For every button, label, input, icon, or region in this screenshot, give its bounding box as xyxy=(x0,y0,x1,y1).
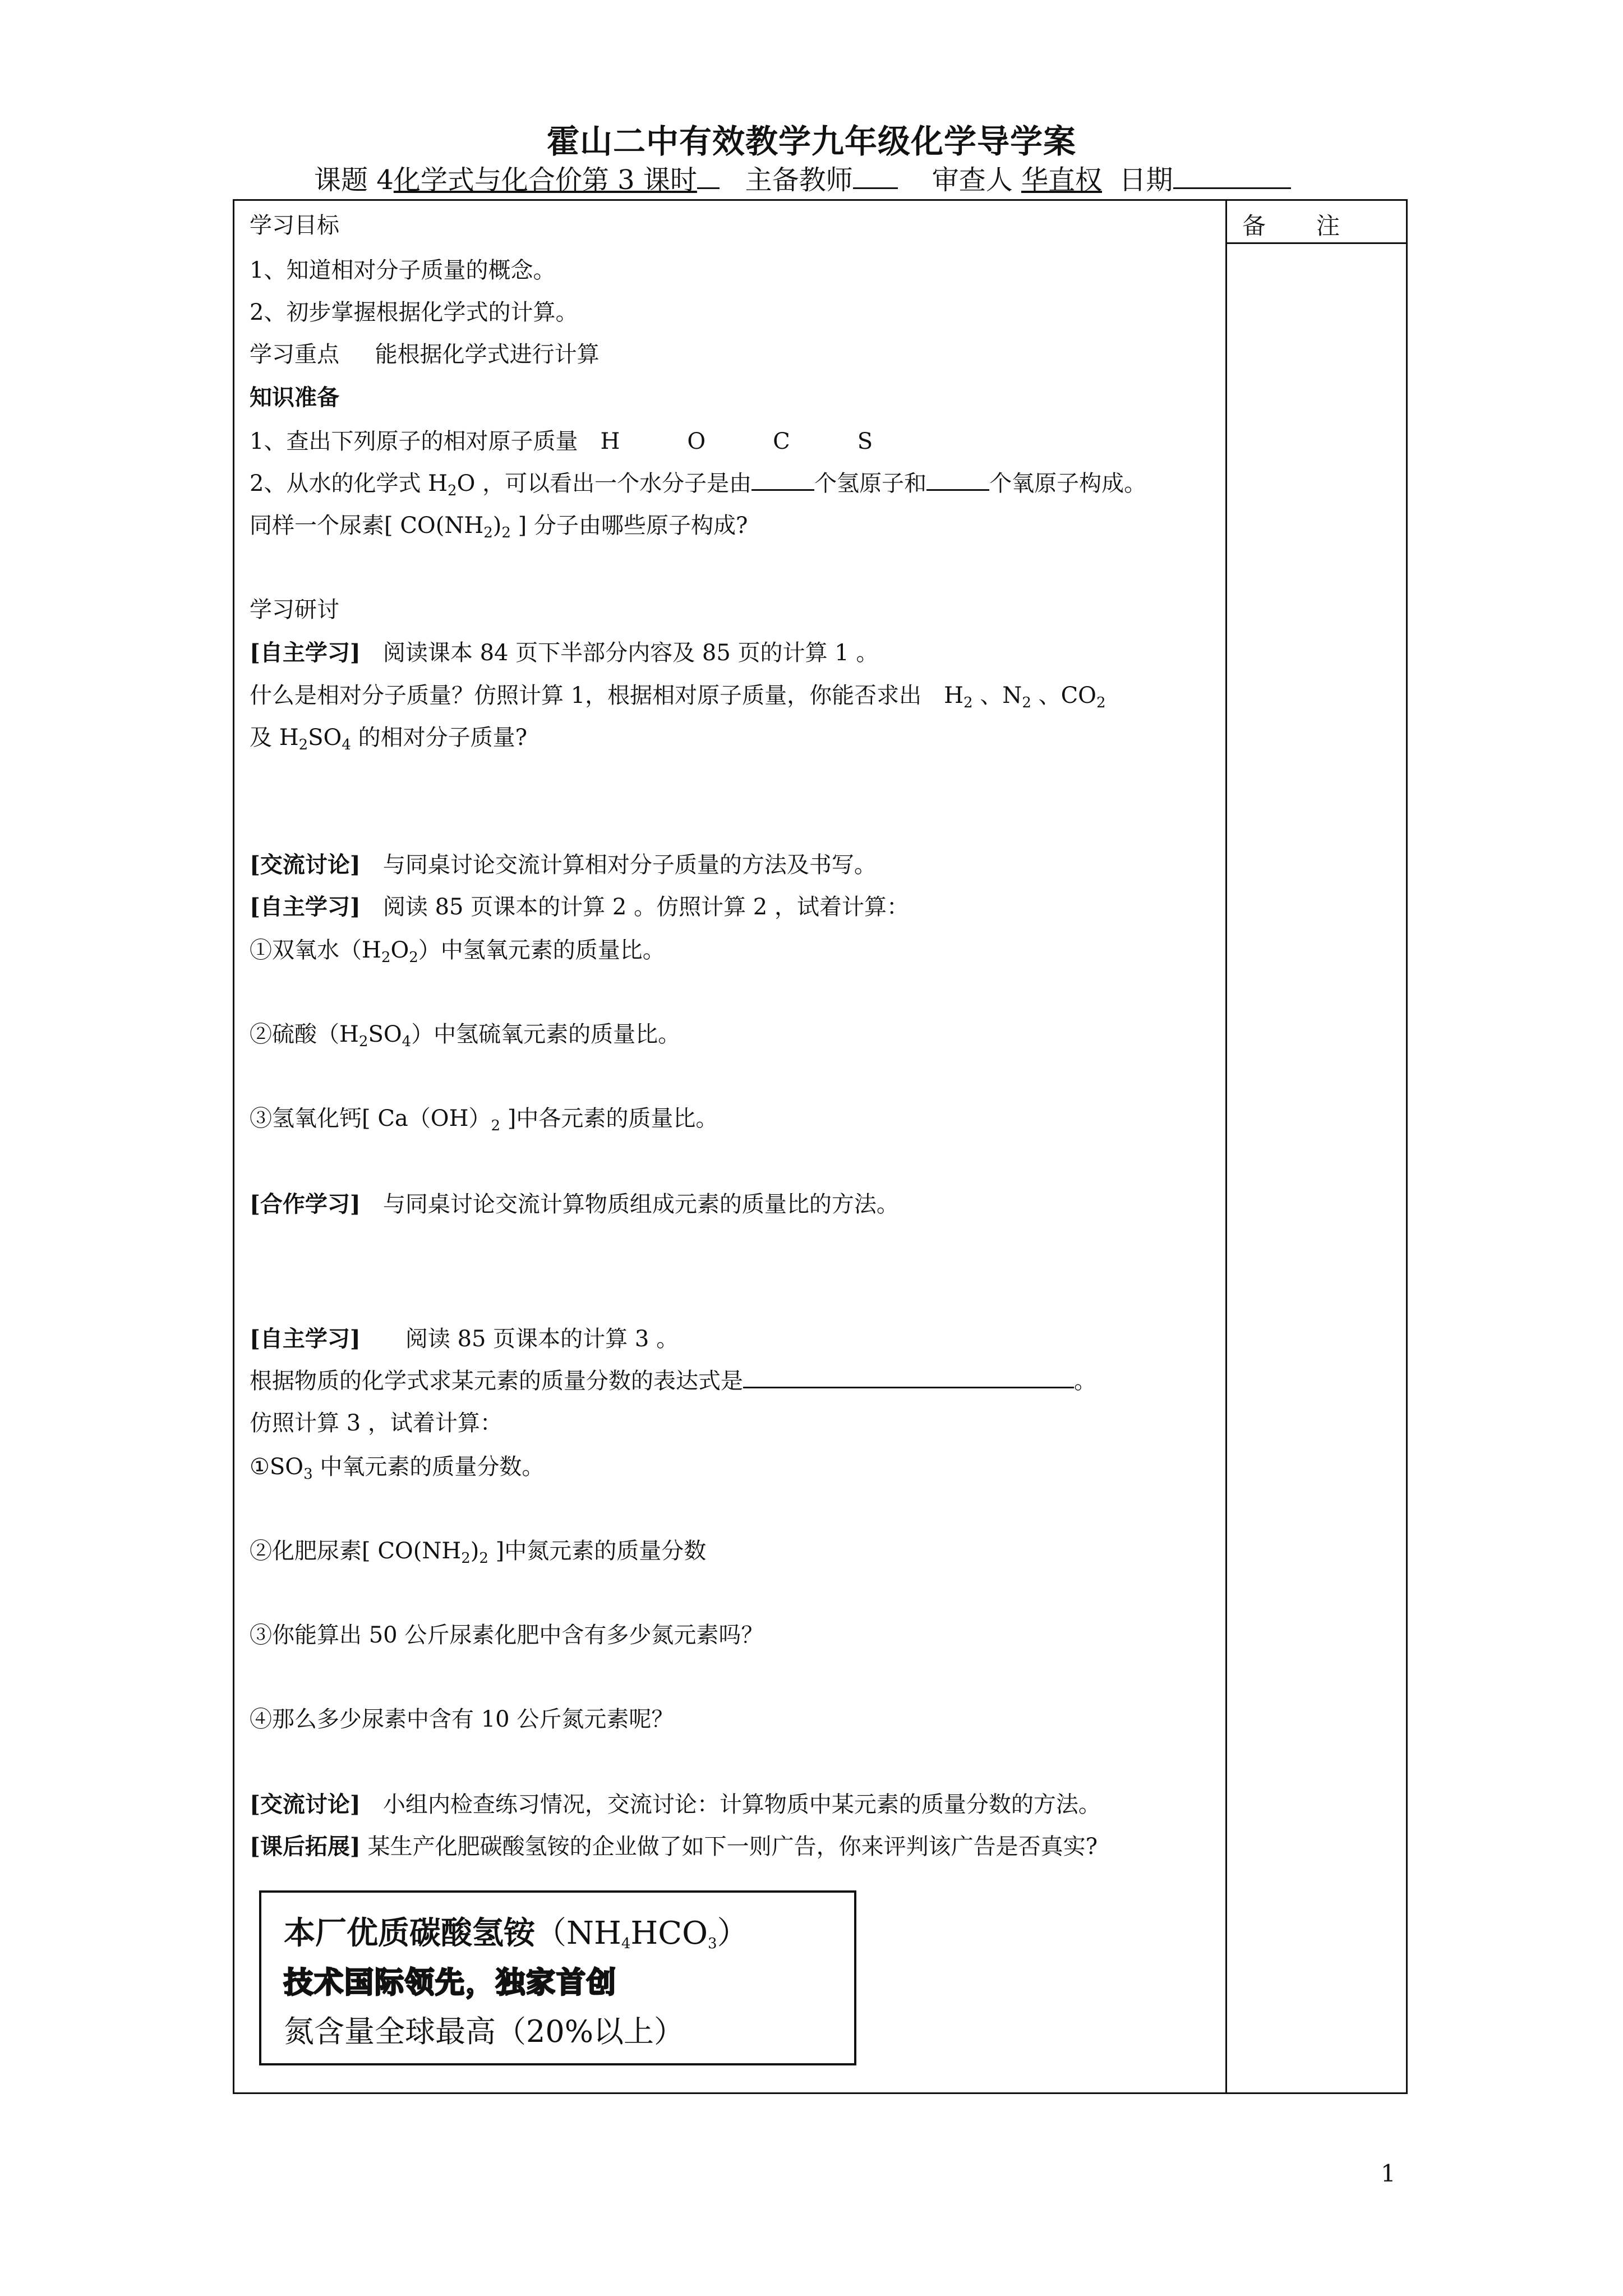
ad-formula-a: （NH xyxy=(535,1915,621,1952)
date-label: 日期 xyxy=(1119,164,1173,196)
advertisement-box xyxy=(259,1890,856,2065)
s2-q1-text-b: O xyxy=(390,937,409,963)
s2-q2-text-a: ②硫酸（H xyxy=(250,1022,359,1047)
s1-q2-text-c: 的相对分子质量? xyxy=(351,725,528,751)
prep-3-text-b: ) xyxy=(492,513,502,539)
prep-1: 1、查出下列原子的相对原子质量 H O C S xyxy=(250,429,873,454)
cooperative-study-tag: [合作学习] xyxy=(250,1191,361,1217)
s2-q1-text-a: ①双氧水（H xyxy=(250,937,381,963)
ad-line-1 xyxy=(284,1908,749,1953)
discussion-2 xyxy=(250,1787,1101,1819)
notes-divider xyxy=(1225,199,1227,2094)
prep-2-sub: 2 xyxy=(448,482,457,499)
goal-1: 1、知道相对分子质量的概念。 xyxy=(250,257,556,283)
reviewer-label: 审查人 xyxy=(932,164,1013,196)
self-study-3-tag: [自主学习] xyxy=(250,1326,361,1352)
oxygen-count-blank[interactable] xyxy=(926,470,989,491)
ad-formula-sub1: 4 xyxy=(621,1935,631,1952)
self-study-3-text: 阅读 85 页课本的计算 3 。 xyxy=(360,1326,679,1352)
s2-q3-text-b: ]中各元素的质量比。 xyxy=(500,1106,718,1131)
s2-q1-sub1: 2 xyxy=(381,949,391,966)
lesson-info xyxy=(314,158,1291,197)
extension-tag: [课后拓展] xyxy=(250,1833,361,1860)
s1-q-text-c: 、CO xyxy=(1038,683,1096,708)
discussion-1-tag: [交流讨论] xyxy=(250,852,361,878)
self-study-2-tag: [自主学习] xyxy=(250,894,361,920)
s2-q2-text-b: SO xyxy=(368,1022,402,1047)
key-text: 能根据化学式进行计算 xyxy=(375,342,600,367)
exercise-urea xyxy=(250,1533,706,1565)
s3-q1-text-a: ①SO xyxy=(250,1454,304,1480)
ad-line-3: 氮含量全球最高（20%以上） xyxy=(284,2014,685,2049)
goals-heading: 学习目标 xyxy=(250,213,339,238)
exercise-10kg: ④那么多少尿素中含有 10 公斤氮元素呢？ xyxy=(250,1706,674,1732)
s1-q2-sub1: 2 xyxy=(298,737,308,753)
key-label: 学习重点 xyxy=(250,342,339,367)
study-heading: 学习研讨 xyxy=(250,597,339,623)
s2-q3-sub: 2 xyxy=(491,1117,500,1134)
s3-q1-text-b: 中氧元素的质量分数。 xyxy=(312,1454,545,1480)
s1-q2-text-b: SO xyxy=(308,725,342,751)
lesson-topic: 化学式与化合价第 3 课时 xyxy=(393,164,697,196)
ad-formula-c: ） xyxy=(717,1915,749,1952)
prep-2-text-b: O ，可以看出一个水分子是由 xyxy=(457,471,752,496)
prep-2-text-d: 个氧原子构成。 xyxy=(989,471,1147,496)
self-study-1-tag: [自主学习] xyxy=(250,639,361,666)
expression-blank[interactable] xyxy=(743,1368,1074,1388)
self-study-2 xyxy=(250,889,909,921)
s1-q-sub2: 2 xyxy=(1022,694,1031,711)
self-study-1-text: 阅读课本 84 页下半部分内容及 85 页的计算 1 。 xyxy=(360,640,879,666)
exercise-caoh2 xyxy=(250,1101,718,1133)
ad-formula-b: HCO xyxy=(630,1915,708,1952)
prep-2 xyxy=(250,466,1146,498)
topic-underline xyxy=(697,163,720,189)
notes-header-rule xyxy=(1227,242,1408,244)
discussion-2-text: 小组内检查练习情况，交流讨论：计算物质中某元素的质量分数的方法。 xyxy=(360,1792,1101,1818)
reviewer-name: 华直权 xyxy=(1021,164,1102,196)
s1-q2-sub2: 4 xyxy=(342,737,351,753)
s2-q3-text-a: ③氢氧化钙[ Ca（OH） xyxy=(250,1106,491,1131)
self-study-3-intro: 仿照计算 3 ，试着计算： xyxy=(250,1410,502,1436)
page-number: 1 xyxy=(1381,2160,1396,2187)
ad-line-2: 技术国际领先，独家首创 xyxy=(284,1966,617,2000)
s1-q-sub3: 2 xyxy=(1096,694,1106,711)
s2-q1-sub2: 2 xyxy=(409,949,418,966)
mass-fraction-expression xyxy=(250,1363,1096,1395)
s1-q-sub1: 2 xyxy=(963,694,973,711)
s2-q2-text-c: ）中氢硫氧元素的质量比。 xyxy=(411,1022,681,1047)
s3-q1-sub: 3 xyxy=(303,1466,313,1483)
prep-3-text-a: 同样一个尿素[ CO(NH xyxy=(250,513,484,539)
discussion-1 xyxy=(250,847,877,879)
s1-q-text-b: 、N xyxy=(980,683,1022,708)
prep-2-text-c: 个氢原子和 xyxy=(814,471,927,496)
cooperative-study-text: 与同桌讨论交流计算物质组成元素的质量比的方法。 xyxy=(360,1191,899,1217)
exercise-so3 xyxy=(250,1449,544,1481)
extension xyxy=(250,1829,1098,1861)
self-study-1 xyxy=(250,635,878,667)
s1-q-text-a: 什么是相对分子质量？仿照计算 1，根据相对原子质量，你能否求出 H xyxy=(250,683,964,708)
goal-2: 2、初步掌握根据化学式的计算。 xyxy=(250,300,578,325)
s3-q2-sub2: 2 xyxy=(479,1550,488,1567)
notes-header: 备注 xyxy=(1242,212,1391,240)
key-point xyxy=(250,337,600,369)
s2-q1-text-c: ）中氢氧元素的质量比。 xyxy=(418,937,665,963)
date-blank xyxy=(1173,163,1291,189)
s2-q2-sub2: 4 xyxy=(402,1033,412,1050)
prep-heading: 知识准备 xyxy=(250,384,339,411)
s3-q2-text-a: ②化肥尿素[ CO(NH xyxy=(250,1538,462,1564)
s3-q2-text-c: ]中氮元素的质量分数 xyxy=(488,1538,707,1564)
ad-formula-sub2: 3 xyxy=(707,1935,717,1952)
prep-2-text-a: 2、从水的化学式 H xyxy=(250,471,448,496)
s1-q2-text-a: 及 H xyxy=(250,725,299,751)
ad-product-name: 本厂优质碳酸氢铵 xyxy=(284,1915,535,1952)
prep-3-text-c: ] 分子由哪些原子构成? xyxy=(510,513,748,539)
hydrogen-count-blank[interactable] xyxy=(751,470,814,491)
prep-3 xyxy=(250,508,748,540)
discussion-2-tag: [交流讨论] xyxy=(250,1791,361,1818)
cooperative-study xyxy=(250,1186,899,1218)
extension-text: 某生产化肥碳酸氢铵的企业做了如下一则广告，你来评判该广告是否真实? xyxy=(360,1834,1098,1860)
s3-q2-text-b: ) xyxy=(470,1538,479,1564)
s3-expr-end: 。 xyxy=(1074,1368,1096,1394)
prep-3-sub: 2 xyxy=(483,524,493,541)
teacher-blank xyxy=(853,163,898,189)
self-study-1-question-cont xyxy=(250,720,527,752)
s3-expr-text: 根据物质的化学式求某元素的质量分数的表达式是 xyxy=(250,1368,743,1394)
prep-3-sub2: 2 xyxy=(501,524,511,541)
teacher-label: 主备教师 xyxy=(745,164,853,196)
document-title: 霍山二中有效教学九年级化学导学案 xyxy=(546,122,1076,160)
exercise-h2o2 xyxy=(250,932,665,964)
self-study-2-text: 阅读 85 页课本的计算 2 。仿照计算 2 ，试着计算： xyxy=(360,894,909,920)
self-study-3 xyxy=(250,1321,679,1353)
lesson-number: 课题 4 xyxy=(314,164,394,196)
s2-q2-sub1: 2 xyxy=(358,1033,368,1050)
s3-q2-sub1: 2 xyxy=(461,1550,471,1567)
self-study-1-question xyxy=(250,678,1106,710)
exercise-50kg: ③你能算出 50 公斤尿素化肥中含有多少氮元素吗？ xyxy=(250,1622,764,1648)
discussion-1-text: 与同桌讨论交流计算相对分子质量的方法及书写。 xyxy=(360,852,877,878)
exercise-h2so4 xyxy=(250,1016,680,1048)
